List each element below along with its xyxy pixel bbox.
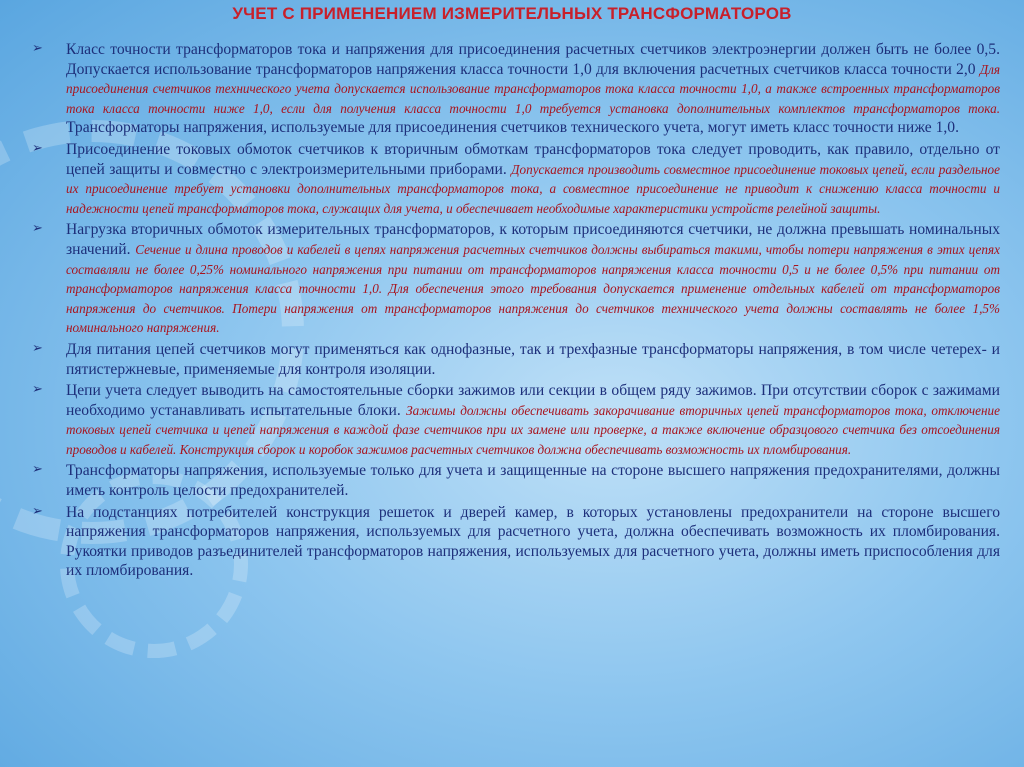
paragraph-text <box>66 503 1000 581</box>
chevron-right-icon: ➢ <box>32 221 43 237</box>
paragraph-text <box>66 461 1000 500</box>
list-item <box>32 503 1000 581</box>
text-lead: Цепи учета следует выводить на самостоятельные сборки зажимов или секции в общем ряду зажимов. При отсутствии сборок с зажимами необходимо устанавливать испытательные блоки. <box>66 382 1000 419</box>
chevron-right-icon: ➢ <box>32 41 43 56</box>
paragraph-text <box>66 220 1000 338</box>
chevron-right-icon: ➢ <box>32 340 43 356</box>
chevron-right-icon: ➢ <box>32 462 43 478</box>
list-item <box>32 220 1000 338</box>
text-highlight: Зажимы должны обеспечивать закорачивание вторичных цепей трансформаторов тока, отключение токовых цепей счетчика и цепей напряжения в каждой фазе счетчиков при их замене или проверке, а также включение образцового счетчика без отсоединения проводов и кабелей. Конструкция сборок и коробок зажимов расчетных счетчиков должна обеспечивать возможность их пломбирования. <box>66 402 1000 457</box>
text-lead: Для питания цепей счетчиков могут применяться как однофазные, так и трехфазные трансформаторы напряжения, в том числе четерех- и пятистержневые, применяемые для контроля изоляции. <box>66 340 1000 378</box>
text-lead: Нагрузка вторичных обмоток измерительных трансформаторов, к которым присоединяются счетчики, не должна превышать номинальных значений. <box>66 221 1000 258</box>
list-item <box>32 140 1000 218</box>
list-item <box>32 381 1000 459</box>
text-lead: Трансформаторы напряжения, используемые только для учета и защищенные на стороне высшего напряжения предохранителями, должны иметь контроль целости предохранителей. <box>66 462 1000 500</box>
list-item <box>32 40 1000 138</box>
chevron-right-icon: ➢ <box>32 503 43 519</box>
list-item <box>32 340 1000 379</box>
text-lead: Класс точности трансформаторов тока и напряжения для присоединения расчетных счетчиков электроэнергии должен быть не более 0,5. Допускается использование трансформаторов напряжения класса точности 1,0 для включения расчетных счетчиков класса точности 2,0 <box>66 41 1000 78</box>
paragraph-text <box>66 381 1000 459</box>
text-highlight: Для присоединения счетчиков технического учета допускается использование трансформаторов тока класса точности 1,0, а также встроенных трансформаторов тока класса точности ниже 1,0, если для получения класса точности 1,0 требуется установка дополнительных комплектов трансформаторов тока. <box>66 61 1000 116</box>
slide-title: УЧЕТ С ПРИМЕНЕНИЕМ ИЗМЕРИТЕЛЬНЫХ ТРАНСФОРМАТОРОВ <box>232 4 792 23</box>
text-tail: Трансформаторы напряжения, используемые для присоединения счетчиков технического учета, могут иметь класс точности ниже 1,0. <box>66 119 960 137</box>
paragraph-text <box>66 140 1000 218</box>
bullet-list <box>32 40 1000 583</box>
paragraph-text <box>66 340 1000 379</box>
text-highlight: Допускается производить совместное присоединение токовых цепей, если раздельное их присоединение требует установки дополнительных трансформаторов тока, а совместное присоединение не приводит к снижению класса точности и надежности цепей трансформаторов тока, служащих для учета, и обеспечивает необходимые характеристики устройств релейной защиты. <box>66 161 1000 216</box>
paragraph-text <box>66 40 1000 138</box>
chevron-right-icon: ➢ <box>32 382 43 398</box>
list-item <box>32 461 1000 500</box>
text-highlight: Сечение и длина проводов и кабелей в цепях напряжения расчетных счетчиков должны выбираться такими, чтобы потери напряжения в этих цепях составляли не более 0,25% номинального напряжения при питании от трансформаторов напряжения класса точности 0,5 и не более 0,5% при питании от трансформаторов напряжения класса точности 1,0. Для обеспечения этого требования допускается применение отдельных кабелей от трансформаторов напряжения до счетчиков. Потери напряжения от трансформаторов напряжения до счетчиков технического учета должны составлять не более 1,5% номинального напряжения. <box>66 241 1000 336</box>
text-lead: Присоединение токовых обмоток счетчиков к вторичным обмоткам трансформаторов тока следует проводить, как правило, отдельно от цепей защиты и совместно с электроизмерительными приборами. <box>66 140 1000 178</box>
chevron-right-icon: ➢ <box>32 140 43 156</box>
text-lead: На подстанциях потребителей конструкция решеток и дверей камер, в которых установлены предохранители на стороне высшего напряжения трансформаторов напряжения, используемых для расчетного учета, должна обеспечивать возможность их пломбирования. Рукоятки приводов разъединителей трансформаторов напряжения, используемых для расчетного учета, должны иметь приспособления для их пломбирования. <box>66 503 1000 580</box>
